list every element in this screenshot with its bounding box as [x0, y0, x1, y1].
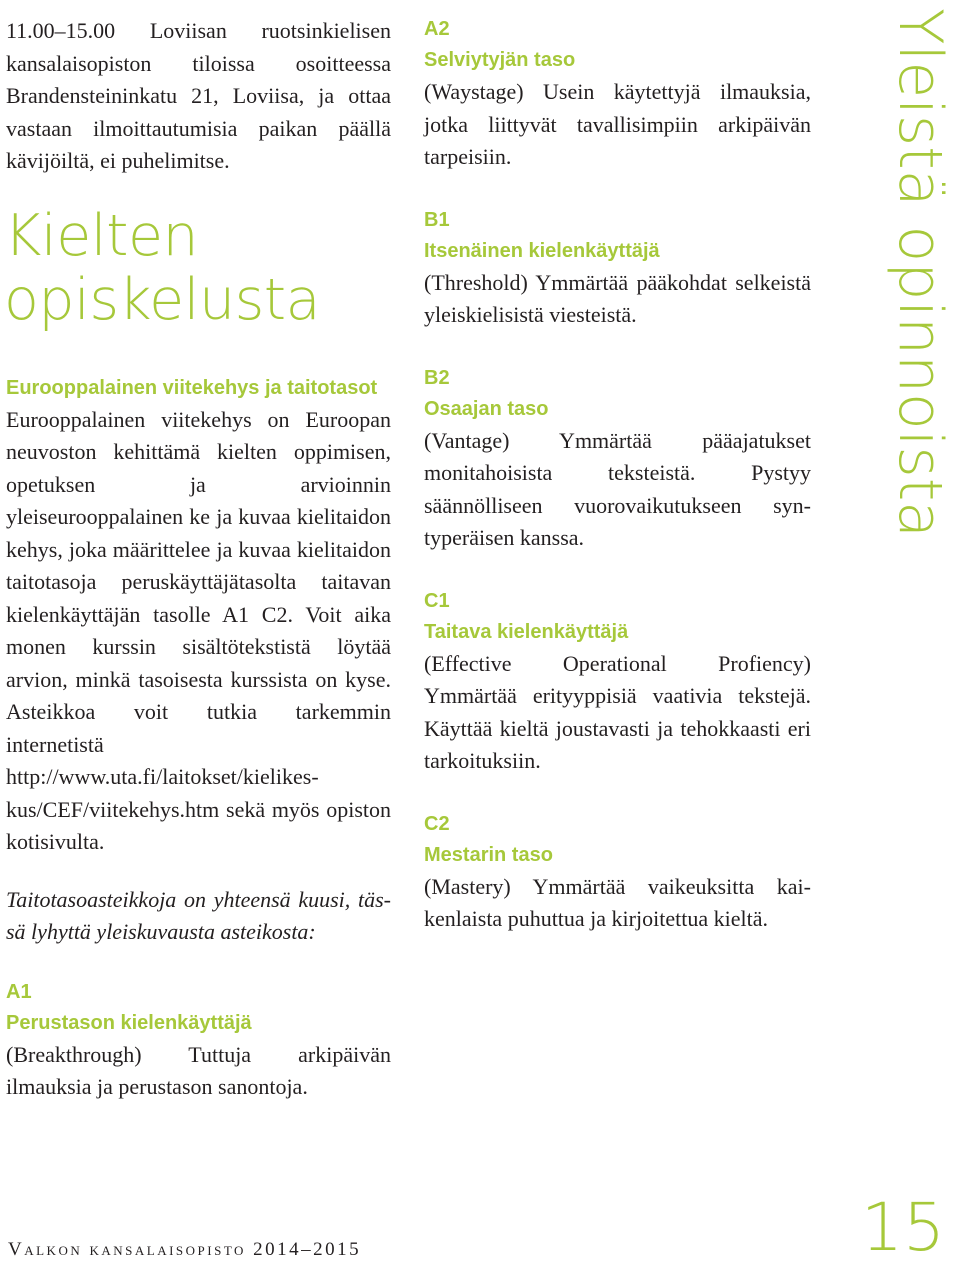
level-description: (Threshold) Ymmärtää pääkohdat selkeistä yleiskielisistä viesteistä. — [424, 269, 811, 327]
level-description: (Mastery) Ymmärtää vaikeuksitta kaikenlaista puhuttua ja kirjoitettua kieltä. — [424, 873, 811, 931]
level-description: (Breakthrough) Tuttuja arkipäivän ilmauksia ja perustason sanontoja. — [6, 1041, 391, 1099]
left-column — [6, 0, 391, 1104]
level-name: Perustason kielenkäyttäjä — [6, 1011, 252, 1034]
level-code: B2 — [424, 366, 450, 389]
level-name: Taitava kielenkäyttäjä — [424, 620, 629, 643]
middle-column — [424, 0, 811, 936]
footer-publication: Valkon kansalaisopisto 2014–2015 — [8, 1239, 362, 1260]
framework-body: Eurooppalainen viitekehys on Euroopan neuvoston kehittämä kielten oppimisen, opetuksen ja arvioinnin yleiseurooppalainen ke ja kuvaa kielitaidon kehys, joka määrittelee ja kuvaa kielitaidon taitotasoja peruskäyttäjätasolta taitavan kielenkäyttäjän tasolle A1 C2. Voit aika monen kurssin sisältötekstistä löytää arvion, minkä tasoisesta kurssista on kyse. Asteikkoa voit tutkia tarkemmin internetistä http://www.uta.fi/laitokset/kielikeskus/CEF/viitekehys.htm sekä myös opiston kotisivulta. — [6, 406, 391, 854]
level-description: (Vantage) Ymmärtää pääajatukset monitahoisista teksteistä. Pystyy säännölliseen vuorovaikutukseen syntyperäisen kanssa. — [424, 427, 811, 550]
level-code: A1 — [6, 980, 32, 1003]
level-code: B1 — [424, 208, 450, 231]
level-c1 — [424, 586, 811, 778]
level-name: Osaajan taso — [424, 397, 549, 420]
level-description: (Effective Operational Profiency) Ymmärtää erityyppisiä vaativia tekstejä. Käyttää kieltä joustavasti ja tehokkaasti eri tarkoituksiin. — [424, 650, 811, 773]
level-name: Mestarin taso — [424, 843, 553, 866]
side-section-title-text: Yleistä opinnoista — [885, 8, 955, 538]
level-b2 — [424, 363, 811, 555]
level-b1 — [424, 205, 811, 332]
intro-paragraph: 11.00–15.00 Loviisan ruotsinkielisen kansalaisopiston tiloissa osoitteessa Brandensteininkatu 21, Loviisa, ja ottaa vastaan ilmoittautumisia paikan päällä kävijöiltä, ei puhelimitse. — [6, 18, 391, 173]
section-title-line2: opiskelusta — [4, 266, 321, 333]
framework-subheading: Eurooppalainen viitekehys ja taitotasot — [6, 376, 378, 399]
page-number: 15 — [861, 1189, 945, 1266]
section-title — [4, 204, 391, 332]
level-code: A2 — [424, 18, 450, 40]
level-code: C1 — [424, 589, 450, 612]
level-c2 — [424, 809, 811, 936]
level-a1 — [6, 977, 391, 1104]
level-name: Selviytyjän taso — [424, 49, 576, 71]
level-code: C2 — [424, 812, 450, 835]
level-description: (Waystage) Usein käytettyjä ilmauksia, jotka liittyvät tavallisimpiin arkipäivän tarpeisiin. — [424, 79, 811, 169]
scale-note: Taitotasoasteikkoja on yhteensä kuusi, tässä lyhyttä yleiskuvausta asteikosta: — [6, 886, 391, 944]
section-title-line1: Kielten — [4, 202, 199, 269]
level-name: Itsenäinen kielenkäyttäjä — [424, 239, 660, 262]
level-a2 — [424, 0, 811, 174]
side-section-title — [885, 8, 955, 578]
